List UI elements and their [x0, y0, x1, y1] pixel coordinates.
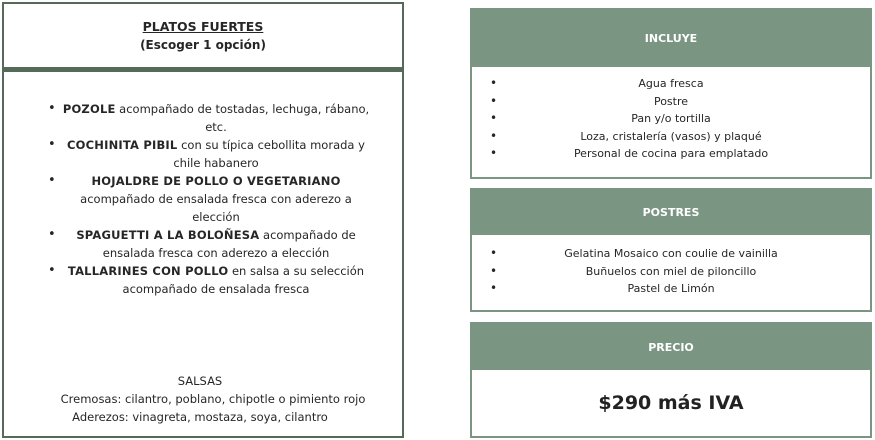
dish-name: HOJALDRE DE POLLO O VEGETARIANO [91, 174, 341, 188]
dish-list [4, 100, 406, 298]
postres-item: Pastel de Limón [627, 282, 715, 295]
list-item [4, 262, 406, 298]
list-item [472, 93, 870, 111]
dish-name: POZOLE [62, 102, 116, 116]
dish-desc: con su típica cebollita morada y chile habanero [173, 138, 365, 170]
bullet-icon: • [490, 146, 498, 160]
postres-item: Buñuelos con miel de piloncillo [585, 264, 757, 278]
list-item [4, 226, 406, 262]
bullet-icon: • [48, 227, 56, 242]
postres-header: POSTRES [472, 190, 870, 235]
incluye-item: Agua fresca [638, 77, 704, 90]
salsas-cremosas: Cremosas: cilantro, poblano, chipotle o pimiento rojo [60, 392, 366, 406]
platos-subtitle: (Escoger 1 opción) [140, 37, 266, 52]
incluye-item: Pan y/o tortilla [631, 112, 711, 125]
platos-body [2, 69, 404, 438]
platos-title: PLATOS FUERTES [142, 18, 264, 34]
incluye-box [470, 8, 872, 179]
postres-box [470, 188, 872, 312]
list-item [472, 263, 870, 281]
dish-name: TALLARINES CON POLLO [67, 264, 229, 278]
salsas-title: SALSAS [177, 374, 223, 388]
dish-desc: en salsa a su selección acompañado de ensalada fresca [122, 264, 365, 296]
postres-item: Gelatina Mosaico con coulie de vainilla [564, 247, 778, 260]
incluye-list [472, 67, 870, 163]
list-item [472, 110, 870, 128]
incluye-item: Postre [653, 94, 689, 108]
list-item [472, 280, 870, 298]
bullet-icon: • [48, 137, 56, 152]
bullet-icon: • [48, 101, 56, 116]
bullet-icon: • [490, 263, 498, 278]
precio-header: PRECIO [472, 324, 870, 370]
list-item [472, 75, 870, 93]
list-item [4, 136, 406, 172]
precio-box [470, 322, 872, 438]
dish-name: COCHINITA PIBIL [67, 138, 178, 152]
list-item [472, 145, 870, 163]
bullet-icon: • [490, 76, 498, 90]
salsas-aderezos: Aderezos: vinagreta, mostaza, soya, cilantro [72, 410, 328, 424]
postres-list [472, 235, 870, 298]
incluye-item: Loza, cristalería (vasos) y plaqué [580, 129, 762, 143]
bullet-icon: • [490, 246, 498, 260]
list-item [4, 172, 406, 226]
price-value: $290 más IVA [598, 392, 744, 414]
dish-desc: acompañado de ensalada fresca con aderezo a elección [102, 228, 356, 260]
dish-desc: acompañado de tostadas, lechuga, rábano, etc. [115, 102, 370, 134]
dish-desc: acompañado de ensalada fresca con aderezo a elección [80, 192, 352, 224]
incluye-header: INCLUYE [472, 10, 870, 67]
platos-header [2, 2, 404, 69]
bullet-icon: • [490, 281, 498, 295]
list-item [4, 100, 406, 136]
dish-name: SPAGUETTI A LA BOLOÑESA [76, 228, 260, 242]
list-item [472, 245, 870, 263]
bullet-icon: • [490, 128, 498, 143]
salsas-section [4, 372, 406, 426]
bullet-icon: • [48, 263, 56, 278]
bullet-icon: • [490, 111, 498, 125]
incluye-item: Personal de cocina para emplatado [573, 147, 769, 160]
bullet-icon: • [48, 173, 56, 188]
list-item [472, 128, 870, 146]
bullet-icon: • [490, 93, 498, 108]
